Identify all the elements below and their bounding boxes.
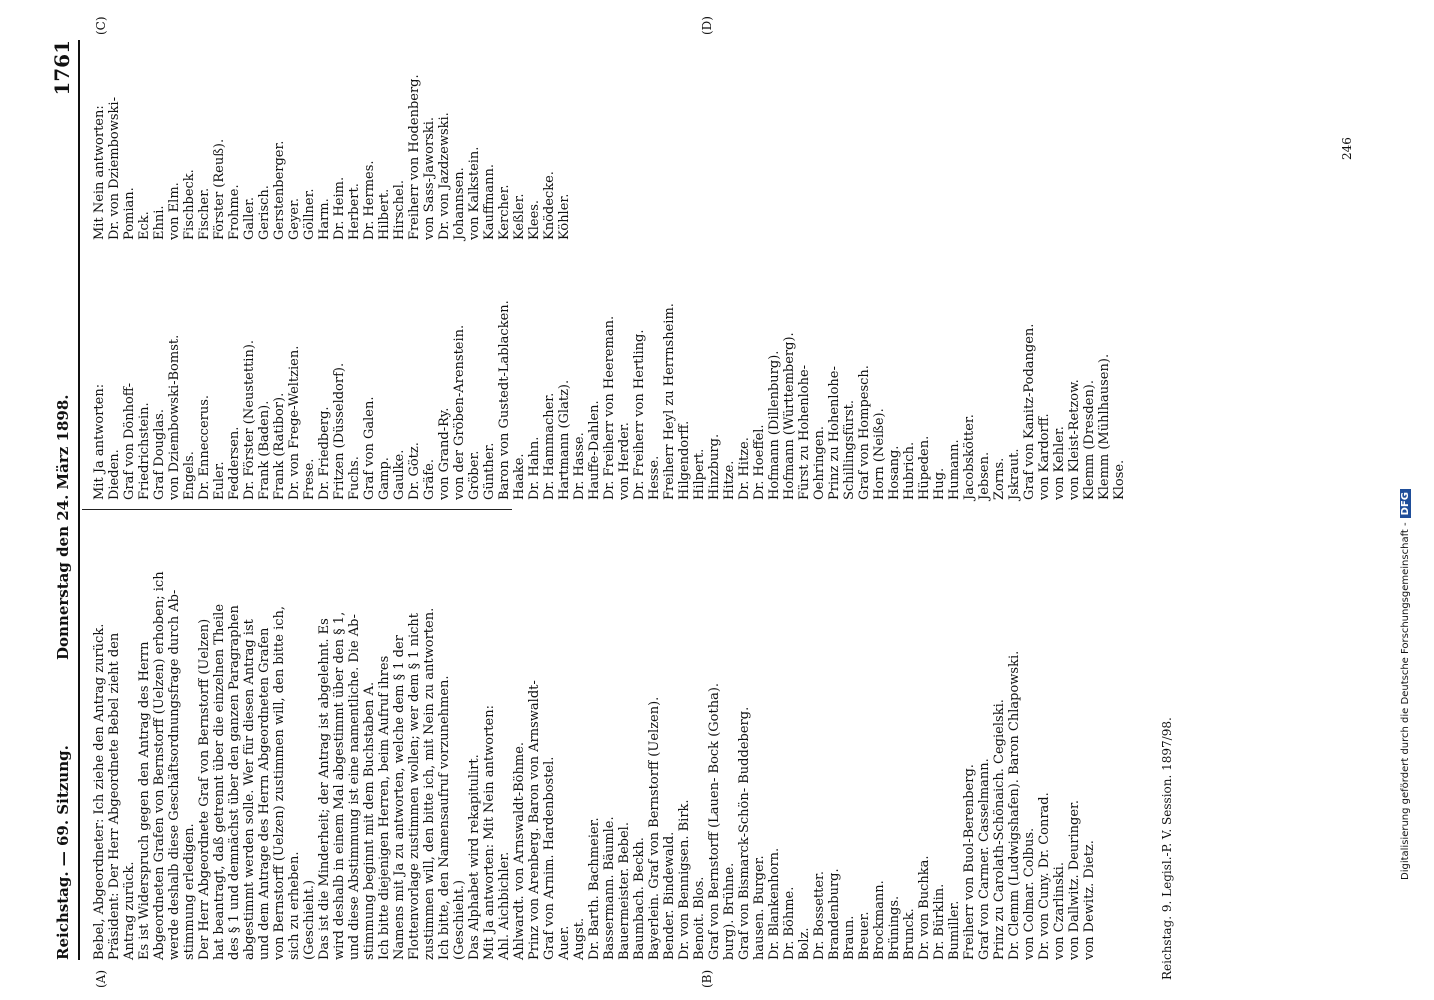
col1-line: Graf von Carmer. Casselmann. [977, 758, 992, 960]
footer-left: Reichstag. 9. Legisl.-P. V. Session. 1897/98. [1160, 717, 1174, 980]
col1-line: (Geschieht.) [452, 879, 467, 960]
col2-line: Engels. [182, 451, 197, 500]
col2-line: Jacobskötter. [962, 414, 977, 500]
col3-line: Hirschel. [392, 179, 407, 240]
dfg-logo: DFG [1400, 489, 1411, 518]
col1-line: Brunck. [902, 908, 917, 960]
col1-line: Brockmann. [872, 880, 887, 960]
col1-line: und diese Abstimmung ist eine namentliche. Die Ab- [347, 614, 362, 960]
col1-line: burg). Brühne. [722, 862, 737, 960]
col3-line: Pomian. [122, 187, 137, 240]
col3-line: Knödecke. [542, 171, 557, 240]
col3-line: Frohme. [227, 184, 242, 240]
col1-line: von Czarlinski. [1052, 862, 1067, 960]
col2-line: Dr. Freiherr von Heereman. [602, 315, 617, 500]
col2-line: Jskraut. [1007, 448, 1022, 500]
col1-line: zustimmen will, den bitte ich, mit Nein zu antworten. [422, 607, 437, 960]
col3-line: Dr. von Dziembowski- [107, 97, 122, 240]
col3-line: Klees. [527, 199, 542, 240]
col1-line: von Dewitz. Dietz. [1082, 840, 1097, 960]
col1-line: Ich bitte diejenigen Herren, beim Aufruf ihres [377, 655, 392, 960]
col2-line: Gaulke. [392, 449, 407, 500]
col1-line: Dr. Clemm (Ludwigshafen). Baron Chlapowski. [1007, 650, 1022, 960]
col1-line: Prinz zu Carolath-Schönaich. Cegielski. [992, 699, 1007, 960]
col2-line: Dr. Hammacher. [542, 392, 557, 500]
col2-line: Hitze. [722, 460, 737, 500]
col3-line: Mit Nein antworten: [92, 105, 107, 240]
col2-line: Frank (Baden). [257, 400, 272, 500]
col2-line: Hug. [932, 467, 947, 500]
col1-line: (Geschieht.) [302, 879, 317, 960]
col2-line: Gamp. [377, 457, 392, 500]
col2-line: Dr. Hahn. [527, 436, 542, 500]
col3-line: Keßler. [512, 193, 527, 240]
col1-line: sich zu erheben. [287, 851, 302, 960]
col2-line: Hinzburg. [707, 433, 722, 500]
col2-line: Frese. [302, 458, 317, 500]
col2-line: von Kleist-Retzow. [1067, 379, 1082, 500]
col2-line: Haake. [512, 453, 527, 500]
col3-line: Göllner. [302, 188, 317, 240]
col1-line: Flottenvorlage zustimmen wollen; wer dem § 1 nicht [407, 612, 422, 960]
col2-line: Klemm (Dresden). [1082, 379, 1097, 500]
col1-line: von Dallwitz. Deuringer. [1067, 800, 1082, 960]
col1-line: Dr. von Buchka. [917, 855, 932, 960]
col2-line: Hofmann (Dillenburg). [767, 350, 782, 500]
col2-line: Oehringen. [812, 426, 827, 500]
col3-line: Köhler. [557, 193, 572, 240]
col1-line: Graf von Bernstorff (Lauen- Bock (Gotha). [707, 682, 722, 960]
col2-line: Feddersen. [227, 426, 242, 500]
margin-mark-d: (D) [700, 16, 714, 35]
col1-line: hat beantragt, daß getrennt über die einzelnen Theile [212, 603, 227, 960]
footer-right: 246 [1340, 137, 1354, 160]
col3-line: Hilbert. [377, 188, 392, 240]
col2-line: Hofmann (Württemberg). [782, 332, 797, 500]
header-left: Reichstag. — 69. Sitzung. [54, 745, 72, 960]
col3-line: von Sass-Jaworski. [422, 116, 437, 240]
col1-line: stimmung beginnt mit dem Buchstaben A. [362, 681, 377, 960]
col1-line: von Bernstorff (Uelzen) zustimmen will, den bitte ich, [272, 605, 287, 960]
col2-line: Euler. [212, 461, 227, 500]
col2-line: Mit Ja antworten: [92, 383, 107, 500]
col3-line: Harm. [317, 198, 332, 240]
col1-line: Namens mit Ja zu antworten, welche dem § 1 der [392, 635, 407, 960]
col2-line: Graf von Dönhoff- [122, 383, 137, 500]
col3-line: Fischer. [197, 187, 212, 240]
col2-line: Hartmann (Glatz). [557, 379, 572, 500]
col2-line: Gröber. [467, 450, 482, 500]
col2-line: Klemm (Mühlhausen). [1097, 353, 1112, 500]
col2-line: Dr. Hasse. [572, 432, 587, 500]
col2-line: Dr. Hitze. [737, 437, 752, 500]
col1-line: Dr. Barth. Bachmeier. [587, 817, 602, 960]
column-middle [92, 260, 1127, 500]
col2-line: Friedrichstein. [137, 402, 152, 500]
col2-line: von Grand-Ry. [437, 407, 452, 500]
col3-line: Dr. Heim. [332, 176, 347, 240]
col1-line: Es ist Widerspruch gegen den Antrag des Herrn [137, 641, 152, 960]
col2-line: Gräfe. [422, 459, 437, 500]
col2-line: Zorns. [992, 457, 1007, 500]
col1-line: Graf von Bismarck-Schön- Buddeberg. [737, 706, 752, 960]
col1-line: Ahl. Aichbichler. [497, 851, 512, 960]
col3-line: Förster (Reuß). [212, 138, 227, 240]
col2-line: von Kardorff. [1037, 413, 1052, 500]
col1-line: Prinz von Arenberg. Baron von Arnswaldt- [527, 680, 542, 960]
col1-line: Ich bitte, den Namensaufruf vorzunehmen. [437, 675, 452, 960]
col2-line: Humann. [947, 439, 962, 500]
col3-line: Gerstenberger. [272, 140, 287, 240]
margin-mark-b: (B) [700, 969, 714, 988]
col1-line: Dr. von Cuny. Dr. Conrad. [1037, 792, 1052, 960]
col2-line: Jebsen. [977, 451, 992, 500]
page-header [52, 40, 80, 960]
col3-line: Dr. Hermes. [362, 160, 377, 240]
col1-line: hausen. Burger. [752, 855, 767, 960]
col1-line: Antrag zurück. [122, 861, 137, 960]
col3-line: Johannsen. [452, 167, 467, 240]
col1-line: Mit Ja antworten: Mit Nein antworten: [482, 705, 497, 960]
col2-line: Dr. von Frege-Weltzien. [287, 345, 302, 500]
col2-line: von Dziembowski-Bomst. [167, 334, 182, 500]
margin-mark-c: (C) [94, 16, 108, 35]
col2-line: von Herder. [617, 422, 632, 500]
col3-line: Geyer. [287, 197, 302, 240]
col1-line: Brandenburg. [827, 868, 842, 960]
col1-line: Dr. Bossetter. [812, 871, 827, 960]
col1-line: Dr. Bürklin. [932, 883, 947, 960]
col3-line: von Kalkstein. [467, 146, 482, 240]
col2-line: Dr. Hoeffel. [752, 424, 767, 500]
col1-line: Bauermeister. Bebel. [617, 822, 632, 960]
col1-line: Bumiller. [947, 900, 962, 960]
dfg-text: Digitalisierung gefördert durch die Deutsche Forschungsgemeinschaft - [1400, 522, 1411, 880]
col1-line: Breuer. [857, 911, 872, 960]
col3-line: Gerisch. [257, 185, 272, 240]
col3-line: Galler. [242, 196, 257, 240]
col2-line: Baron von Gustedt-Lablacken. [497, 300, 512, 500]
col2-line: Hilpert. [692, 448, 707, 500]
col1-line: Bayerlein. Graf von Bernstorff (Uelzen). [647, 696, 662, 960]
col2-line: Graf von Galen. [362, 396, 377, 500]
col3-line: Freiherr von Hodenberg. [407, 74, 422, 240]
col1-line: von Colmar. Colbus. [1022, 827, 1037, 960]
col2-line: Fritzen (Düsseldorf). [332, 362, 347, 500]
col2-line: Graf Douglas. [152, 409, 167, 500]
col1-line: Freiherr von Buol-Berenberg. [962, 764, 977, 960]
page-number: 1761 [50, 40, 74, 96]
col2-line: Hilgendorff. [677, 420, 692, 500]
col2-line: von Kehler. [1052, 426, 1067, 500]
col2-line: Dr. Götz. [407, 442, 422, 500]
col1-line: Graf von Arnim. Hardenbostel. [542, 756, 557, 960]
col2-line: Günther. [482, 442, 497, 500]
col1-line: werde deshalb diese Geschäftsordnungsfrage durch Ab- [167, 589, 182, 960]
col3-line: Ehni. [152, 205, 167, 240]
col2-line: Hüpeden. [917, 435, 932, 500]
col2-line: Schillingsfürst. [842, 400, 857, 500]
col1-line: Das Alphabet wird rekapitulirt. [467, 754, 482, 960]
col3-line: von Elm. [167, 182, 182, 240]
col2-line: Dieden. [107, 449, 122, 500]
col2-line: Hosang. [887, 445, 902, 500]
col2-line: Freiherr Heyl zu Herrnsheim. [662, 303, 677, 500]
col2-line: Hubrich. [902, 441, 917, 500]
col2-line: Klose. [1112, 459, 1127, 500]
col2-line: von der Gröben-Arenstein. [452, 324, 467, 500]
col2-line: Fuchs. [347, 456, 362, 500]
col2-line: Dr. Freiherr von Hertling. [632, 329, 647, 500]
col1-line: Baumbach. Beckh. [632, 837, 647, 960]
col1-line: Bebel, Abgeordneter: Ich ziehe den Antrag zurück. [92, 623, 107, 960]
col1-line: Der Herr Abgeordnete Graf von Bernstorff (Uelzen) [197, 618, 212, 960]
col1-line: Dr. von Bennigsen. Birk. [677, 799, 692, 960]
col1-line: Bender. Bindewald. [662, 831, 677, 960]
col1-line: Das ist die Minderheit; der Antrag ist abgelehnt. Es [317, 618, 332, 960]
col2-line: Fürst zu Hohenlohe- [797, 364, 812, 500]
col2-line: Hesse. [647, 455, 662, 500]
col1-line: Abgeordneten Grafen von Bernstorff (Uelzen) erhoben; ich [152, 571, 167, 960]
col1-line: wird deshalb in einem Mal abgestimmt über den § 1, [332, 611, 347, 960]
col2-line: Horn (Neiße). [872, 408, 887, 500]
col1-line: Benoit. Blos. [692, 876, 707, 960]
col1-line: Dr. Böhme. [782, 886, 797, 960]
col3-line: Fischbeck. [182, 169, 197, 240]
col3-line: Kercher. [497, 184, 512, 240]
col2-line: Frank (Ratibor). [272, 392, 287, 500]
col1-line: Präsident: Der Herr Abgeordnete Bebel zieht den [107, 632, 122, 960]
col2-line: Prinz zu Hohenlohe- [827, 366, 842, 500]
col1-line: abgestimmt werden solle. Wer für diesen Antrag ist [242, 619, 257, 960]
col2-line: Hauffe-Dahlen. [587, 400, 602, 500]
col1-line: Braun. [842, 915, 857, 960]
col1-line: Bolz. [797, 927, 812, 960]
col2-line: Graf von Hompesch. [857, 365, 872, 500]
col1-line: Ahlwardt. von Arnswaldt-Böhme. [512, 741, 527, 960]
col1-line: Bassermann. Bäumle. [602, 816, 617, 960]
margin-mark-a: (A) [94, 969, 108, 988]
col2-line: Dr. Enneccerus. [197, 394, 212, 500]
col3-line: Herbert. [347, 183, 362, 240]
col2-line: Dr. Friedberg. [317, 406, 332, 500]
col1-line: und dem Antrage des Herrn Abgeordneten Grafen [257, 627, 272, 960]
header-center: Donnerstag den 24. März 1898. [54, 394, 72, 660]
col1-line: des § 1 und demnächst über den ganzen Paragraphen [227, 605, 242, 960]
col2-line: Dr. Förster (Neustettin). [242, 339, 257, 500]
col1-line: Auer. [557, 925, 572, 960]
column-divider [82, 509, 512, 510]
col3-line: Dr. von Jazdzewski. [437, 112, 452, 240]
column-right [92, 40, 572, 240]
col1-line: Dr. Blankenhorn. [767, 847, 782, 960]
col1-line: Brünings. [887, 895, 902, 960]
col3-line: Eck. [137, 211, 152, 240]
dfg-watermark [1400, 489, 1411, 880]
col1-line: stimmung erledigen. [182, 823, 197, 960]
col2-line: Graf von Kanitz-Podangen. [1022, 323, 1037, 500]
col3-line: Kauffmann. [482, 163, 497, 240]
column-left [92, 520, 1097, 960]
col1-line: Augst. [572, 917, 587, 960]
